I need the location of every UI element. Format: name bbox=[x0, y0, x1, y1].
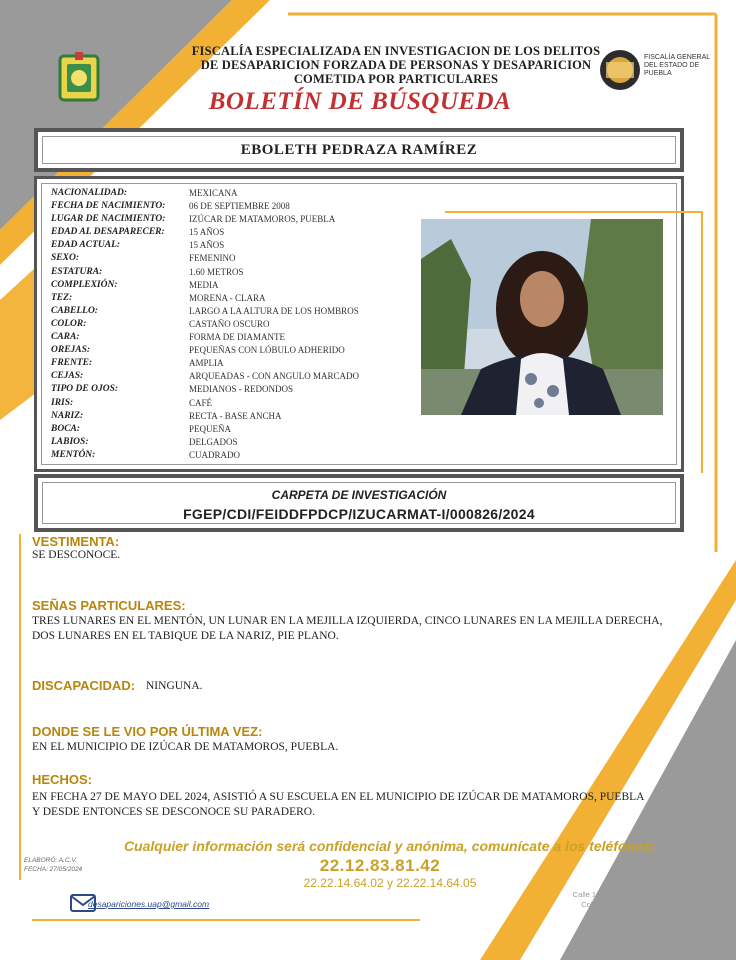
last-seen-heading: DONDE SE LE VIO POR ÚLTIMA VEZ: bbox=[32, 724, 263, 739]
email-link[interactable]: desapariciones.uap@gmail.com bbox=[88, 899, 210, 909]
person-name: EBOLETH PEDRAZA RAMÍREZ bbox=[240, 141, 478, 158]
investigation-folder-box bbox=[34, 474, 684, 532]
field-label: BOCA: bbox=[51, 423, 81, 434]
field-row bbox=[51, 266, 411, 279]
field-row bbox=[51, 213, 411, 226]
field-value: CAFÉ bbox=[189, 397, 213, 408]
field-label: LABIOS: bbox=[51, 436, 89, 447]
field-label: EDAD AL DESAPARECER: bbox=[51, 227, 165, 238]
field-row bbox=[51, 423, 411, 436]
field-label: COLOR: bbox=[51, 318, 87, 329]
prepared-date-line: FECHA: 27/05/2024 bbox=[24, 866, 83, 873]
field-label: FECHA DE NACIMIENTO: bbox=[51, 201, 166, 212]
field-value: AMPLIA bbox=[189, 358, 224, 369]
phone-alternate[interactable]: 22.22.14.64.02 y 22.22.14.64.05 bbox=[303, 876, 477, 890]
field-value: RECTA - BASE ANCHA bbox=[189, 410, 282, 421]
facts-line-2: Y DESDE ENTONCES SE DESCONOCE SU PARADERO. bbox=[32, 806, 315, 818]
prepared-by bbox=[24, 856, 82, 874]
field-row bbox=[51, 383, 411, 396]
field-row bbox=[51, 397, 411, 410]
distinguishing-marks-line-2: DOS LUNARES EN EL TABIQUE DE LA NARIZ, PIE PLANO. bbox=[32, 630, 339, 642]
field-value: PEQUEÑA bbox=[189, 423, 231, 434]
field-row bbox=[51, 436, 411, 449]
field-label: TEZ: bbox=[51, 292, 73, 303]
field-value: IZÚCAR DE MATAMOROS, PUEBLA bbox=[189, 214, 336, 225]
facts-text bbox=[32, 790, 722, 820]
field-value: FEMENINO bbox=[189, 253, 236, 264]
description-panel bbox=[34, 176, 684, 472]
field-value: ARQUEADAS - CON ANGULO MARCADO bbox=[189, 371, 360, 382]
logo-text-line-2: DEL ESTADO DE bbox=[644, 62, 700, 69]
field-row bbox=[51, 357, 411, 370]
last-seen-text: EN EL MUNICIPIO DE IZÚCAR DE MATAMOROS, PUEBLA. bbox=[32, 741, 339, 753]
field-row bbox=[51, 226, 411, 239]
field-value: FORMA DE DIAMANTE bbox=[189, 332, 286, 343]
field-row bbox=[51, 187, 411, 200]
field-value: LARGO A LA ALTURA DE LOS HOMBROS bbox=[189, 305, 359, 316]
field-row bbox=[51, 449, 411, 462]
field-value: CASTAÑO OSCURO bbox=[189, 318, 270, 329]
disability-heading: DISCAPACIDAD: bbox=[32, 678, 136, 693]
disability-text: NINGUNA. bbox=[146, 680, 203, 692]
missing-person-photo bbox=[421, 219, 663, 415]
field-value: 15 AÑOS bbox=[189, 240, 225, 251]
fiscalia-logo-text bbox=[644, 54, 710, 78]
heading-line-3: COMETIDA POR PARTICULARES bbox=[293, 72, 499, 86]
field-row bbox=[51, 305, 411, 318]
distinguishing-marks-heading: SEÑAS PARTICULARES: bbox=[32, 598, 186, 613]
clothing-text: SE DESCONOCE. bbox=[32, 549, 121, 561]
field-value: 06 DE SEPTIEMBRE 2008 bbox=[189, 201, 290, 212]
field-row bbox=[51, 344, 411, 357]
field-label: EDAD ACTUAL: bbox=[51, 240, 121, 251]
field-label: LUGAR DE NACIMIENTO: bbox=[51, 214, 166, 225]
field-value: MEXICANA bbox=[189, 188, 238, 198]
clothing-heading: VESTIMENTA: bbox=[32, 534, 120, 549]
facts-heading: HECHOS: bbox=[32, 772, 92, 787]
institution-heading bbox=[176, 44, 616, 86]
phone-main[interactable]: 22.12.83.81.42 bbox=[319, 856, 441, 875]
address-line-1: Calle 16 de septiembre N°2904 Primer Piso, bbox=[572, 890, 720, 899]
field-label: SEXO: bbox=[51, 253, 79, 264]
logo-text-line-1: FISCALÍA GENERAL bbox=[644, 54, 711, 61]
field-row bbox=[51, 292, 411, 305]
folder-number: FGEP/CDI/FEIDDFPDCP/IZUCARMAT-I/000826/2024 bbox=[183, 506, 535, 522]
field-row bbox=[51, 410, 411, 423]
heading-line-2: DE DESAPARICION FORZADA DE PERSONAS Y DESAPARICION bbox=[200, 58, 592, 72]
field-value: CUADRADO bbox=[189, 449, 241, 460]
field-value: PEQUEÑAS CON LÓBULO ADHERIDO bbox=[189, 345, 345, 356]
field-label: FRENTE: bbox=[51, 358, 93, 369]
field-value: MEDIANOS - REDONDOS bbox=[189, 384, 294, 395]
field-value: MEDIA bbox=[189, 279, 219, 290]
field-label: COMPLEXIÓN: bbox=[51, 279, 118, 290]
field-label: CARA: bbox=[51, 332, 80, 343]
field-row bbox=[51, 279, 411, 292]
field-label: NARIZ: bbox=[51, 410, 84, 421]
description-fields bbox=[51, 187, 411, 462]
field-row bbox=[51, 252, 411, 265]
logo-text-line-3: PUEBLA bbox=[644, 70, 672, 77]
field-label: MENTÓN: bbox=[51, 449, 96, 460]
field-row bbox=[51, 200, 411, 213]
field-row bbox=[51, 370, 411, 383]
field-label: TIPO DE OJOS: bbox=[51, 384, 119, 395]
field-value: MORENA - CLARA bbox=[189, 292, 266, 303]
distinguishing-marks-line-1: TRES LUNARES EN EL MENTÓN, UN LUNAR EN LA MEJILLA IZQUIERDA, CINCO LUNARES EN LA MEJILLA DERECHA, bbox=[32, 615, 663, 627]
prepared-by-line: ELABORÓ: A.C.V. bbox=[24, 857, 78, 864]
office-address bbox=[510, 890, 720, 910]
field-label: IRIS: bbox=[51, 397, 74, 408]
distinguishing-marks-text bbox=[32, 614, 722, 644]
field-value: 15 AÑOS bbox=[189, 227, 225, 238]
field-row bbox=[51, 318, 411, 331]
page-title: BOLETÍN DE BÚSQUEDA bbox=[208, 88, 512, 115]
field-label: CABELLO: bbox=[51, 305, 98, 316]
address-line-2: Col. El Carmen, Puebla, Pue. C.P. 72530. bbox=[581, 900, 720, 909]
field-label: NACIONALIDAD: bbox=[51, 188, 128, 198]
field-row bbox=[51, 239, 411, 252]
field-value: DELGADOS bbox=[189, 436, 238, 447]
state-seal-logo bbox=[58, 50, 100, 104]
person-name-box bbox=[34, 128, 684, 172]
field-label: OREJAS: bbox=[51, 345, 91, 356]
heading-line-1: FISCALÍA ESPECIALIZADA EN INVESTIGACION DE LOS DELITOS bbox=[191, 44, 601, 58]
facts-line-1: EN FECHA 27 DE MAYO DEL 2024, ASISTIÓ A SU ESCUELA EN EL MUNICIPIO DE IZÚCAR DE MATAMOROS, PUEBLA bbox=[32, 791, 645, 803]
field-row bbox=[51, 331, 411, 344]
folder-label: CARPETA DE INVESTIGACIÓN bbox=[271, 488, 447, 502]
field-value: 1.60 METROS bbox=[189, 266, 244, 277]
field-label: ESTATURA: bbox=[51, 266, 103, 277]
field-label: CEJAS: bbox=[51, 371, 84, 382]
contact-message: Cualquier información será confidencial y anónima, comunícate a los teléfonos: bbox=[123, 838, 657, 854]
